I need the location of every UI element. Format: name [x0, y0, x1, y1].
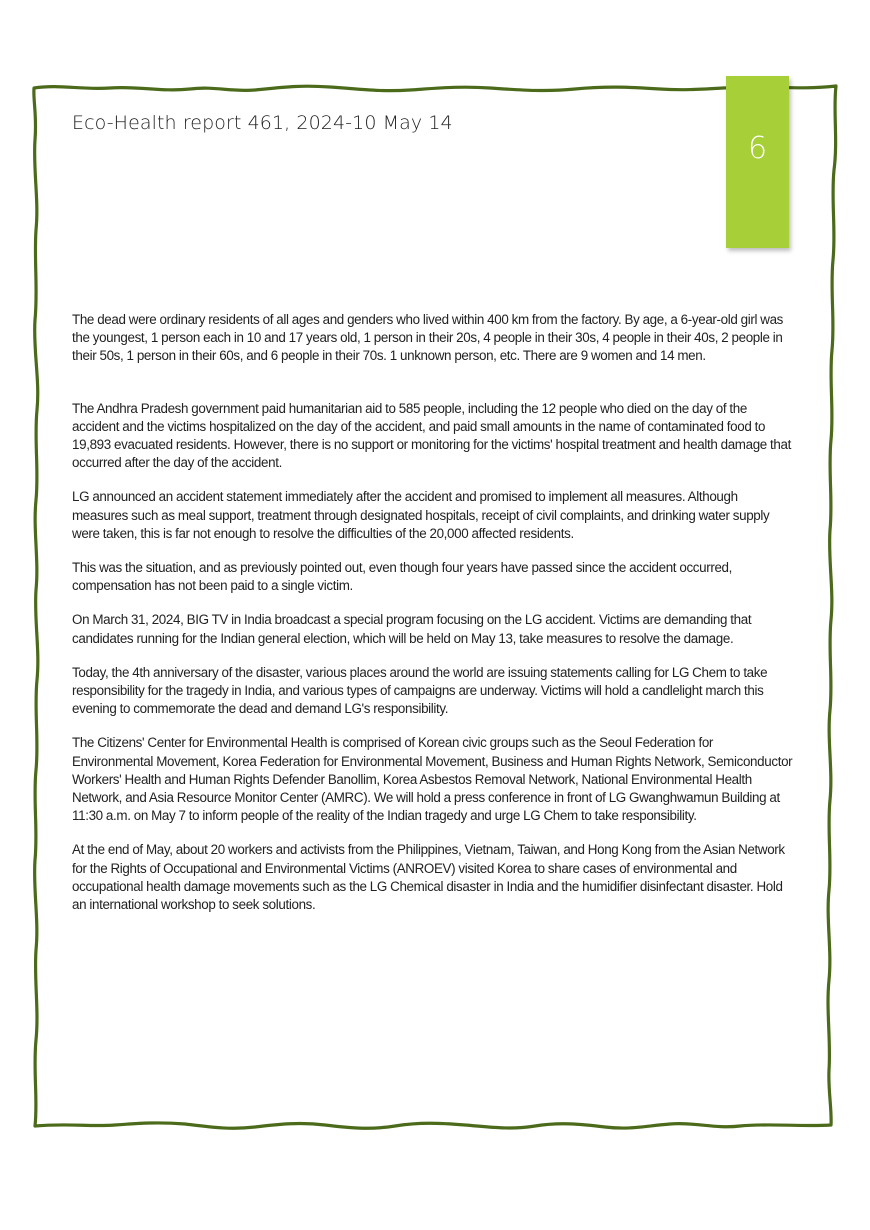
paragraph-big-tv-broadcast: On March 31, 2024, BIG TV in India broadcast a special program focusing on the LG accident. Victims are demanding that candidates running for the Indian general election, which will be held on May 13, take measures to resolve the damage. [72, 612, 752, 646]
paragraph-anniversary: Today, the 4th anniversary of the disaster, various places around the world are issuing statements calling for LG Chem to take responsibility for the tragedy in India, and various types of campaigns are underway. Victims will hold a candlelight march this evening to commemorate the dead and demand LG's responsibility. [72, 664, 768, 717]
page-number-tab [726, 76, 789, 248]
page-number: 6 [747, 131, 768, 166]
paragraph-victims-demographics: The dead were ordinary residents of all ages and genders who lived within 400 km from the factory. By age, a 6-year-old girl was the youngest, 1 person each in 10 and 17 years old, 1 person in their 20s, 4 people in their 30s, 4 people in their 40s, 2 people in their 50s, 1 person in their 60s, and 6 people in their 70s. 1 unknown person, etc. There are 9 women and 14 men. [72, 312, 784, 364]
paragraph-compensation: This was the situation, and as previously pointed out, even though four years have passed since the accident occurred, compensation has not been paid to a single victim. [72, 560, 733, 594]
paragraph-citizens-center: The Citizens' Center for Environmental Health is comprised of Korean civic groups such as the Seoul Federation for Environmental Movement, Korea Federation for Environmental Movement, Business and Human Rights Network, Semiconductor Workers' Health and Human Rights Defender Banollim, Korea Asbestos Removal Network, National Environmental Health Network, and Asia Resource Monitor Center (AMRC). We will hold a press conference in front of LG Gwanghwamun Building at 11:30 a.m. on May 7 to inform people of the reality of the Indian tragedy and urge LG Chem to take responsibility. [72, 735, 793, 824]
report-title: Eco-Health report 461, 2024-10 May 14 [72, 112, 453, 134]
paragraph-anroev-visit: At the end of May, about 20 workers and activists from the Philippines, Vietnam, Taiwan, and Hong Kong from the Asian Network for the Rights of Occupational and Environmental Victims (ANROEV) visited Korea to share cases of environmental and occupational health damage movements such as the LG Chemical disaster in India and the humidifier disinfectant disaster. Hold an international workshop to seek solutions. [72, 842, 785, 913]
article-body [72, 311, 796, 930]
paragraph-government-aid: The Andhra Pradesh government paid humanitarian aid to 585 people, including the 12 people who died on the day of the accident and the victims hospitalized on the day of the accident, and paid small amounts in the name of contaminated food to 19,893 evacuated residents. However, there is no support or monitoring for the victims' hospital treatment and health damage that occurred after the day of the accident. [72, 400, 791, 471]
paragraph-lg-statement: LG announced an accident statement immediately after the accident and promised to implement all measures. Although measures such as meal support, treatment through designated hospitals, receipt of civil complaints, and drinking water supply were taken, this is far not enough to resolve the difficulties of the 20,000 affected residents. [72, 489, 770, 541]
